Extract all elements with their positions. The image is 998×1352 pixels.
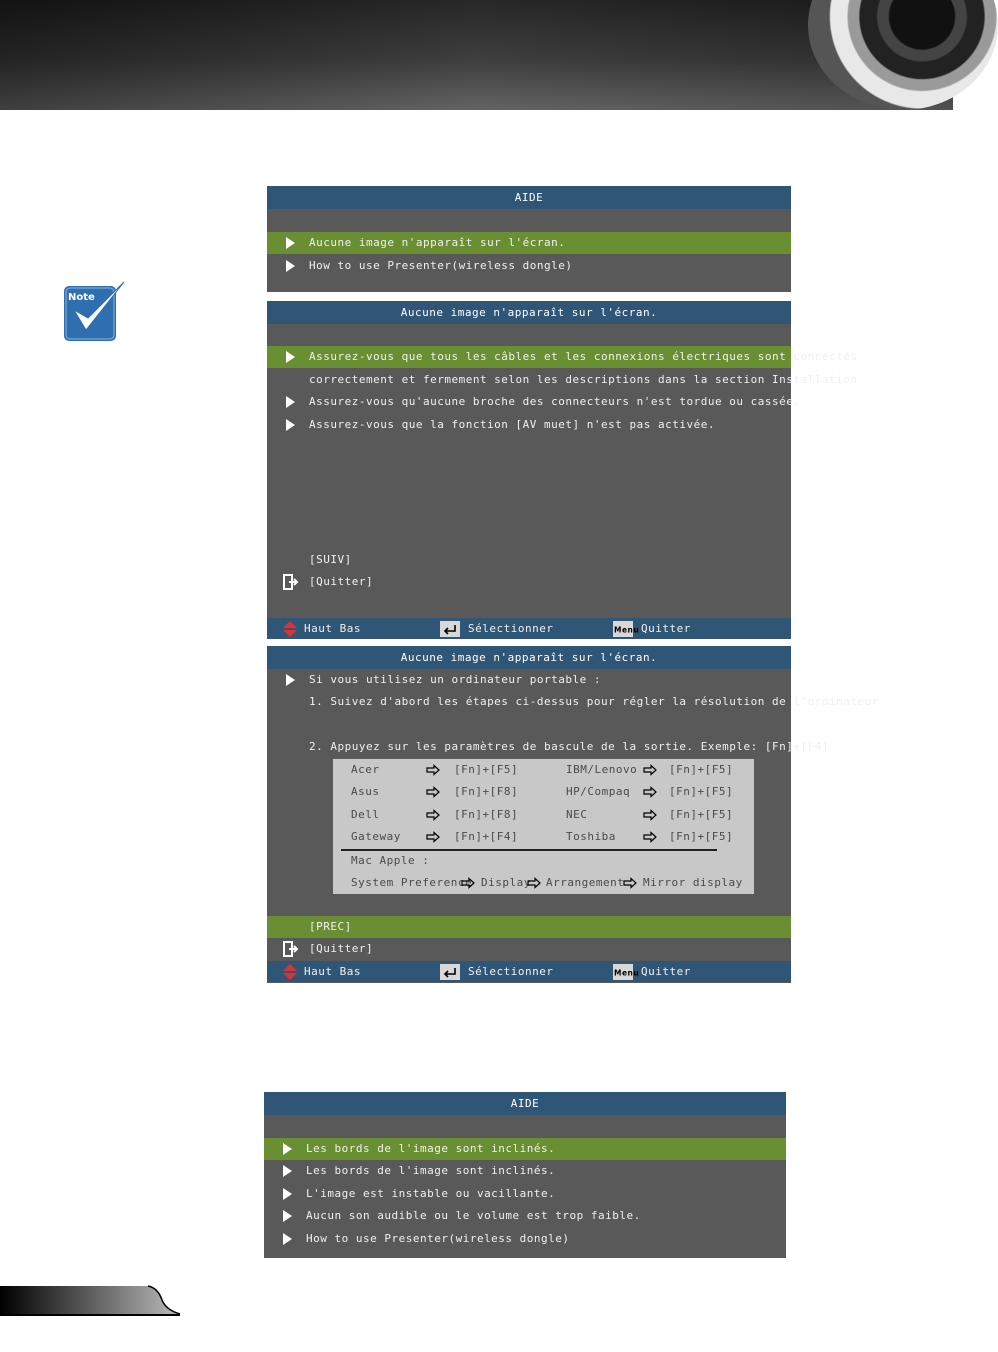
right-arrow-icon <box>643 765 657 775</box>
footer-quit-label: Quitter <box>641 965 691 978</box>
mac-path-step-3: Arrangement <box>546 876 625 889</box>
up-down-icon <box>283 621 297 637</box>
laptop-intro-label: Si vous utilisez un ordinateur portable : <box>309 673 602 686</box>
footer-updown-label: Haut Bas <box>304 965 361 978</box>
menu-key-icon <box>613 964 640 980</box>
right-arrow-icon <box>426 810 440 820</box>
note-check-icon <box>64 280 126 342</box>
footer-quit-label: Quitter <box>641 622 691 635</box>
footer-select-label: Sélectionner <box>468 622 554 635</box>
help-item-label: Assurez-vous qu'aucune broche des connecteurs n'est tordue ou cassée. <box>309 395 801 408</box>
quit-button[interactable] <box>267 938 791 960</box>
brand-gateway: Gateway <box>351 830 401 843</box>
enter-key-icon <box>440 621 460 637</box>
exit-icon <box>282 940 300 958</box>
menu-item-no-sound[interactable] <box>264 1205 786 1227</box>
menu-key-label: Menu <box>614 625 640 635</box>
right-arrow-icon <box>643 787 657 797</box>
keys-ibm-lenovo: [Fn]+[F5] <box>669 763 734 776</box>
hotkey-table <box>333 759 754 894</box>
triangle-right-icon <box>283 1143 292 1155</box>
keys-acer: [Fn]+[F5] <box>454 763 519 776</box>
right-arrow-icon <box>426 832 440 842</box>
menu-item-presenter[interactable] <box>267 255 791 277</box>
help-item-pins[interactable] <box>267 391 801 413</box>
triangle-right-icon <box>286 237 295 249</box>
help-item-label: Assurez-vous que tous les câbles et les connexions électriques sont connectés <box>309 350 858 363</box>
prev-label: [PREC] <box>309 920 352 933</box>
triangle-right-icon <box>286 396 295 408</box>
menu-item-label: Les bords de l'image sont inclinés. <box>306 1142 556 1155</box>
panel-title: Aucune image n'apparaît sur l'écran. <box>267 646 791 669</box>
keys-hp-compaq: [Fn]+[F5] <box>669 785 734 798</box>
mac-path-step-1: System Preference <box>351 876 473 889</box>
step-1 <box>267 691 886 713</box>
help-item-av-mute[interactable] <box>267 414 791 436</box>
panel-title: AIDE <box>264 1092 786 1115</box>
up-down-icon <box>283 964 297 980</box>
menu-item-tilted-1[interactable] <box>264 1138 786 1160</box>
menu-item-tilted-2[interactable] <box>264 1160 786 1182</box>
laptop-help-panel <box>267 646 886 983</box>
keys-dell: [Fn]+[F8] <box>454 808 519 821</box>
brand-toshiba: Toshiba <box>566 830 616 843</box>
menu-item-no-image[interactable] <box>267 232 791 254</box>
menu-item-label: Les bords de l'image sont inclinés. <box>306 1164 556 1177</box>
menu-key-label: Menu <box>614 968 640 978</box>
help-item-continuation <box>267 369 858 391</box>
brand-nec: NEC <box>566 808 588 821</box>
help-item-continuation-label: correctement et fermement selon les descriptions dans la section Installation <box>309 373 858 386</box>
keys-gateway: [Fn]+[F4] <box>454 830 519 843</box>
panel-title: AIDE <box>267 186 791 209</box>
step-1-label: 1. Suivez d'abord les étapes ci-dessus pour régler la résolution de l'ordinateur. <box>309 695 886 708</box>
brand-dell: Dell <box>351 808 380 821</box>
quit-label: [Quitter] <box>309 575 374 588</box>
triangle-right-icon <box>283 1210 292 1222</box>
menu-item-label: How to use Presenter(wireless dongle) <box>306 1232 570 1245</box>
menu-item-presenter[interactable] <box>264 1228 786 1250</box>
footer-bar <box>267 618 791 639</box>
brand-ibm-lenovo: IBM/Lenovo <box>566 763 638 776</box>
page-corner-tab <box>0 1282 180 1318</box>
note-label: Note <box>68 292 95 303</box>
footer-select-label: Sélectionner <box>468 965 554 978</box>
help-item-cables[interactable] <box>267 346 858 368</box>
prev-button[interactable] <box>267 916 791 938</box>
enter-key-icon <box>440 964 460 980</box>
exit-icon <box>282 573 300 591</box>
help-item-label: Assurez-vous que la fonction [AV muet] n'est pas activée. <box>309 418 715 431</box>
no-image-help-panel <box>267 301 858 639</box>
triangle-right-icon <box>283 1165 292 1177</box>
step-2-label: 2. Appuyez sur les paramètres de bascule de la sortie. Exemple: [Fn]+[F4] <box>309 740 829 753</box>
menu-item-label: How to use Presenter(wireless dongle) <box>309 259 573 272</box>
right-arrow-icon <box>643 810 657 820</box>
keys-asus: [Fn]+[F8] <box>454 785 519 798</box>
panel-title: Aucune image n'apparaît sur l'écran. <box>267 301 791 324</box>
triangle-right-icon <box>286 260 295 272</box>
next-button[interactable] <box>267 549 791 571</box>
menu-item-label: Aucune image n'apparaît sur l'écran. <box>309 236 566 249</box>
triangle-right-icon <box>283 1233 292 1245</box>
right-arrow-icon <box>623 878 637 888</box>
laptop-intro <box>267 669 791 691</box>
menu-item-unstable[interactable] <box>264 1183 786 1205</box>
menu-item-label: Aucun son audible ou le volume est trop faible. <box>306 1209 641 1222</box>
quit-label: [Quitter] <box>309 942 374 955</box>
brand-hp-compaq: HP/Compaq <box>566 785 631 798</box>
quit-button[interactable] <box>267 571 791 593</box>
right-arrow-icon <box>461 878 475 888</box>
right-arrow-icon <box>426 765 440 775</box>
mac-path-step-4: Mirror display <box>643 876 743 889</box>
next-label: [SUIV] <box>309 553 352 566</box>
step-2 <box>267 736 829 758</box>
right-arrow-icon <box>527 878 541 888</box>
keys-nec: [Fn]+[F5] <box>669 808 734 821</box>
brand-acer: Acer <box>351 763 380 776</box>
triangle-right-icon <box>286 419 295 431</box>
triangle-right-icon <box>283 1188 292 1200</box>
footer-bar <box>267 961 791 982</box>
mac-label: Mac Apple : <box>351 854 430 867</box>
mac-path-step-2: Display <box>481 876 531 889</box>
right-arrow-icon <box>426 787 440 797</box>
menu-key-icon <box>613 621 640 637</box>
footer-updown-label: Haut Bas <box>304 622 361 635</box>
brand-asus: Asus <box>351 785 380 798</box>
triangle-right-icon <box>286 674 295 686</box>
triangle-right-icon <box>286 351 295 363</box>
keys-toshiba: [Fn]+[F5] <box>669 830 734 843</box>
help-menu-panel-full <box>264 1092 786 1258</box>
right-arrow-icon <box>643 832 657 842</box>
help-menu-panel <box>267 186 791 292</box>
menu-item-label: L'image est instable ou vacillante. <box>306 1187 556 1200</box>
